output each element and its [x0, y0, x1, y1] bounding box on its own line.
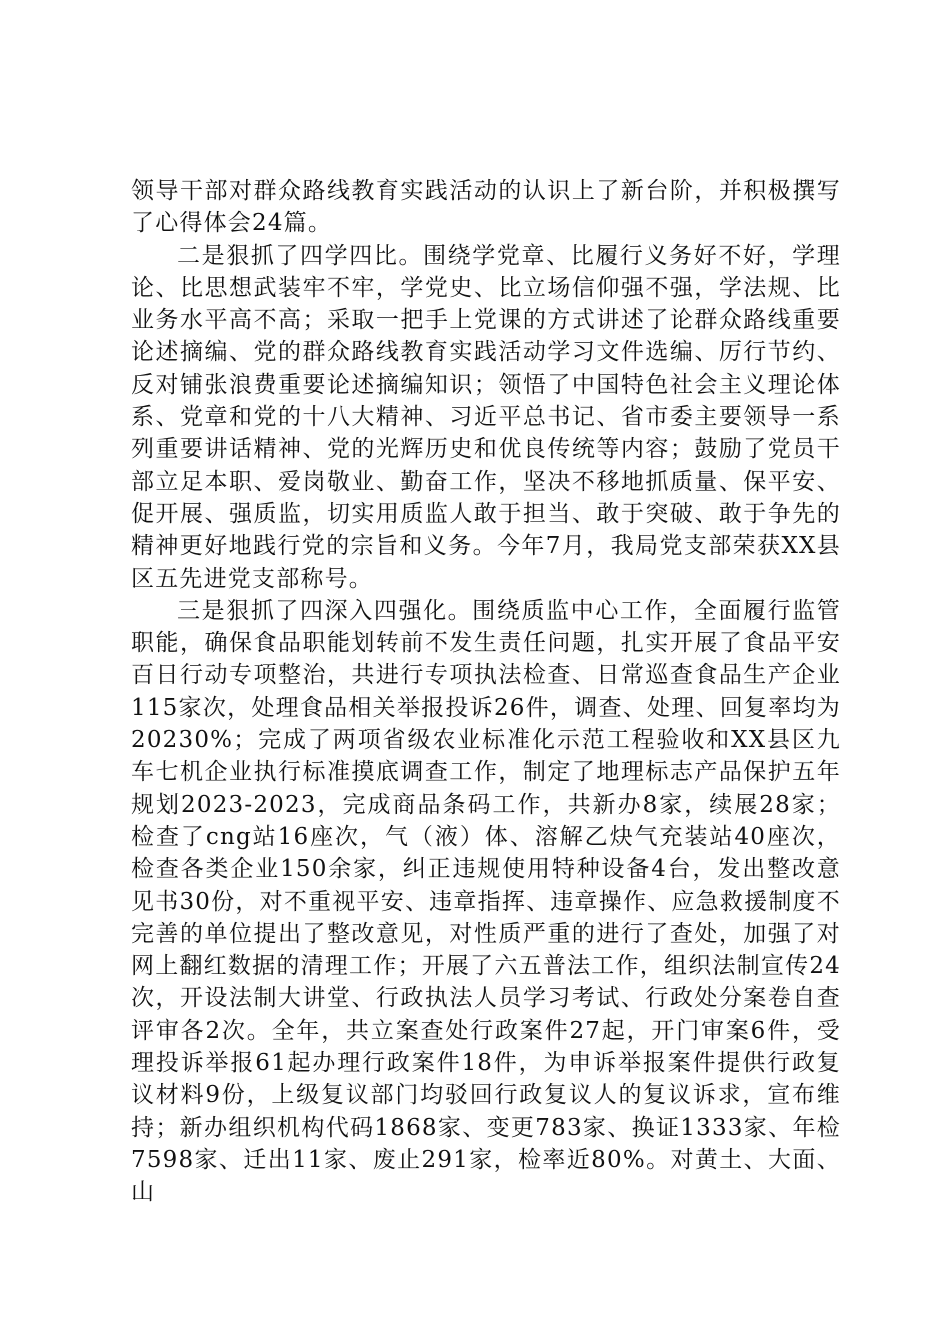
document-body: [131, 175, 841, 1209]
paragraph-four-deepen-four-strengthen: 三是狠抓了四深入四强化。围绕质监中心工作，全面履行监管职能，确保食品职能划转前不发生责任问题，扎实开展了食品平安百日行动专项整治，共进行专项执法检查、日常巡查食品生产企业115家次，处理食品相关举报投诉26件，调查、处理、回复率均为20230%；完成了两项省级农业标准化示范工程验收和XX县区九车七机企业执行标准摸底调查工作，制定了地理标志产品保护五年规划2023-2023，完成商品条码工作，共新办8家，续展28家；检查了cng站16座次，气（液）体、溶解乙炔气充装站40座次，检查各类企业150余家，纠正违规使用特种设备4台，发出整改意见书30份，对不重视平安、违章指挥、违章操作、应急救援制度不完善的单位提出了整改意见，对性质严重的进行了查处，加强了对网上翻红数据的清理工作；开展了六五普法工作，组织法制宣传24次，开设法制大讲堂、行政执法人员学习考试、行政处分案卷自查评审各2次。全年，共立案查处行政案件27起，开门审案6件，受理投诉举报61起办理行政案件18件，为申诉举报案件提供行政复议材料9份，上级复议部门均驳回行政复议人的复议诉求，宣布维持；新办组织机构代码1868家、变更783家、换证1333家、年检7598家、迁出11家、废止291家，检率近80%。对黄土、大面、山: [131, 597, 841, 1206]
paragraph-four-study-four-compare: 二是狠抓了四学四比。围绕学党章、比履行义务好不好，学理论、比思想武装牢不牢，学党史、比立场信仰强不强，学法规、比业务水平高不高；采取一把手上党课的方式讲述了论群众路线重要论述摘编、党的群众路线教育实践活动学习文件选编、厉行节约、反对铺张浪费重要论述摘编知识；领悟了中国特色社会主义理论体系、党章和党的十八大精神、习近平总书记、省市委主要领导一系列重要讲话精神、党的光辉历史和优良传统等内容；鼓励了党员干部立足本职、爱岗敬业、勤奋工作，坚决不移地抓质量、保平安、促开展、强质监，切实用质监人敢于担当、敢于突破、敢于争先的精神更好地践行党的宗旨和义务。今年7月，我局党支部荣获XX县区五先进党支部称号。: [131, 242, 841, 592]
paragraph-continuation: 领导干部对群众路线教育实践活动的认识上了新台阶，并积极撰写了心得体会24篇。: [131, 178, 841, 237]
